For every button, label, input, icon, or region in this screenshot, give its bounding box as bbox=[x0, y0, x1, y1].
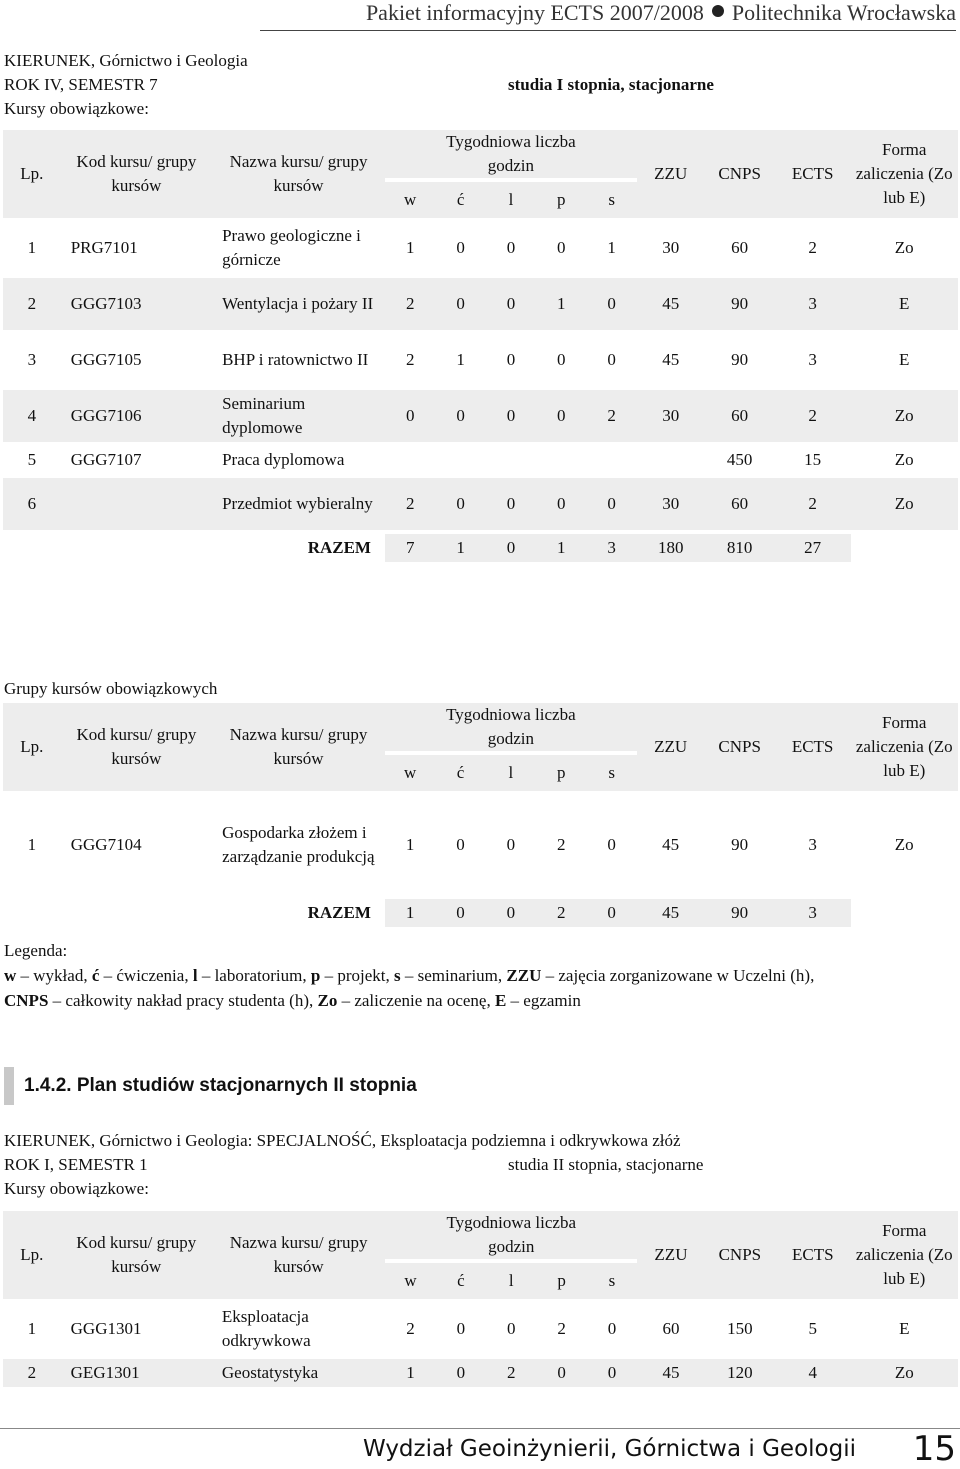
cell-cnps: 450 bbox=[705, 446, 775, 474]
cell-forma: Zo bbox=[851, 478, 959, 530]
cell-ects: 15 bbox=[775, 446, 851, 474]
cell-s: 2 bbox=[586, 390, 636, 442]
legend-desc: – egzamin bbox=[506, 991, 581, 1010]
col-nazwa: Nazwa kursu/ grupy kursów bbox=[212, 130, 385, 218]
cell-nazwa: BHP i ratownictwo II bbox=[212, 334, 385, 386]
razem-label: RAZEM bbox=[3, 899, 385, 927]
cell-lp: 4 bbox=[3, 390, 61, 442]
cell-ects: 3 bbox=[775, 278, 851, 330]
legend-term: Zo bbox=[317, 991, 338, 1010]
legend-desc: – laboratorium, bbox=[197, 966, 311, 985]
cell-p: 0 bbox=[536, 222, 586, 274]
legend-term: CNPS bbox=[4, 991, 49, 1010]
cell-kod: GGG7104 bbox=[61, 795, 212, 895]
cell-ects: 5 bbox=[775, 1303, 851, 1355]
legend-line-2 bbox=[4, 988, 944, 1013]
legend-term: s bbox=[394, 966, 401, 985]
cell-s: 0 bbox=[586, 478, 636, 530]
legend-title: Legenda: bbox=[4, 941, 68, 960]
cell-l bbox=[486, 446, 536, 474]
grupy-title: Grupy kursów obowiązkowych bbox=[4, 679, 218, 698]
cell-p: 2 bbox=[536, 795, 586, 895]
col-s: s bbox=[587, 1263, 637, 1299]
block2-info bbox=[4, 677, 217, 701]
page-footer bbox=[0, 1428, 960, 1468]
col-l: l bbox=[486, 1263, 536, 1299]
col-s: s bbox=[586, 182, 636, 218]
legend-term: E bbox=[494, 991, 507, 1010]
cell-p bbox=[536, 446, 586, 474]
legend-desc: – całkowity nakład pracy studenta (h), bbox=[48, 991, 318, 1010]
legend-term: l bbox=[192, 966, 198, 985]
col-p: p bbox=[536, 182, 586, 218]
legend-desc: – seminarium, bbox=[400, 966, 507, 985]
cell-forma: E bbox=[851, 334, 959, 386]
cell-cnps: 60 bbox=[705, 222, 775, 274]
table-row bbox=[3, 278, 958, 330]
cell-c bbox=[435, 446, 485, 474]
col-kod: Kod kursu/ grupy kursów bbox=[61, 1211, 212, 1299]
cell-ects: 2 bbox=[775, 222, 851, 274]
razem-zzu: 180 bbox=[637, 534, 705, 562]
block3-info bbox=[4, 1129, 704, 1201]
cell-s: 0 bbox=[587, 1359, 637, 1387]
cell-lp: 1 bbox=[3, 222, 61, 274]
cell-lp: 2 bbox=[3, 278, 61, 330]
cell-w bbox=[385, 446, 435, 474]
col-forma: Forma zaliczenia (Zo lub E) bbox=[851, 130, 959, 218]
cell-zzu: 60 bbox=[637, 1303, 705, 1355]
col-ects: ECTS bbox=[775, 1211, 851, 1299]
cell-ects: 2 bbox=[775, 390, 851, 442]
cell-w: 2 bbox=[385, 1303, 435, 1355]
cell-lp: 6 bbox=[3, 478, 61, 530]
cell-forma: Zo bbox=[851, 1359, 958, 1387]
cell-nazwa: Praca dyplomowa bbox=[212, 446, 385, 474]
table-row bbox=[3, 390, 958, 442]
cell-p: 0 bbox=[536, 478, 586, 530]
cell-cnps: 150 bbox=[705, 1303, 775, 1355]
col-tygodniowa: Tygodniowa liczba godzin bbox=[385, 703, 637, 751]
cell-c: 0 bbox=[436, 1359, 486, 1387]
cell-forma: Zo bbox=[851, 222, 959, 274]
cell-w: 0 bbox=[385, 390, 435, 442]
legend-desc: – projekt, bbox=[320, 966, 394, 985]
cell-lp: 1 bbox=[3, 1303, 61, 1355]
razem-empty bbox=[851, 899, 959, 927]
cell-cnps: 90 bbox=[705, 334, 775, 386]
col-cnps: CNPS bbox=[705, 1211, 775, 1299]
cell-ects: 3 bbox=[775, 795, 851, 895]
cell-forma: E bbox=[851, 278, 959, 330]
col-l: l bbox=[486, 755, 536, 791]
cell-p: 1 bbox=[536, 278, 586, 330]
cell-nazwa: Przedmiot wybieralny bbox=[212, 478, 385, 530]
legend-desc: – zajęcia zorganizowane w Uczelni (h), bbox=[541, 966, 815, 985]
cell-zzu: 45 bbox=[637, 334, 705, 386]
cell-cnps: 60 bbox=[705, 390, 775, 442]
razem-cnps: 810 bbox=[705, 534, 775, 562]
kursy-label-2: Kursy obowiązkowe: bbox=[4, 1179, 149, 1198]
razem-l: 0 bbox=[486, 899, 536, 927]
col-ects: ECTS bbox=[775, 703, 851, 791]
legend-term: ć bbox=[91, 966, 100, 985]
cell-lp: 2 bbox=[3, 1359, 61, 1387]
razem-w: 7 bbox=[385, 534, 435, 562]
cell-zzu: 30 bbox=[637, 222, 705, 274]
col-w: w bbox=[385, 1263, 435, 1299]
legend-term: p bbox=[310, 966, 321, 985]
razem-s: 3 bbox=[586, 534, 636, 562]
legend-desc: – ćwiczenia, bbox=[99, 966, 193, 985]
col-w: w bbox=[385, 182, 435, 218]
cell-s bbox=[586, 446, 636, 474]
razem-ects: 3 bbox=[775, 899, 851, 927]
col-kod: Kod kursu/ grupy kursów bbox=[61, 703, 212, 791]
cell-kod: GGG7103 bbox=[61, 278, 212, 330]
rok-semestr-2: ROK I, SEMESTR 1 studia II stopnia, stacjonarne bbox=[4, 1153, 681, 1177]
col-p: p bbox=[536, 755, 586, 791]
bullet-icon bbox=[712, 5, 724, 17]
cell-l: 0 bbox=[486, 1303, 536, 1355]
cell-cnps: 90 bbox=[705, 795, 775, 895]
cell-w: 1 bbox=[385, 795, 435, 895]
cell-c: 0 bbox=[435, 390, 485, 442]
table-row bbox=[3, 1303, 958, 1355]
section-bar bbox=[4, 1067, 14, 1105]
col-kod: Kod kursu/ grupy kursów bbox=[61, 130, 212, 218]
rok-semestr: ROK IV, SEMESTR 7 studia I stopnia, stacjonarne bbox=[4, 73, 248, 97]
cell-l: 0 bbox=[486, 222, 536, 274]
table-row bbox=[3, 446, 958, 474]
col-lp: Lp. bbox=[3, 130, 61, 218]
cell-nazwa: Gospodarka złożem i zarządzanie produkcją bbox=[212, 795, 385, 895]
cell-kod bbox=[61, 478, 212, 530]
col-cnps: CNPS bbox=[705, 703, 775, 791]
cell-c: 1 bbox=[435, 334, 485, 386]
cell-p: 0 bbox=[536, 1359, 586, 1387]
cell-p: 0 bbox=[536, 334, 586, 386]
cell-w: 2 bbox=[385, 334, 435, 386]
cell-kod: GEG1301 bbox=[61, 1359, 212, 1387]
cell-w: 2 bbox=[385, 478, 435, 530]
section-heading bbox=[4, 1067, 417, 1105]
kierunek-2: KIERUNEK, Górnictwo i Geologia: SPECJALNOŚĆ, Eksploatacja podziemna i odkrywkowa złóż bbox=[4, 1131, 681, 1150]
cell-p: 2 bbox=[536, 1303, 586, 1355]
table-row bbox=[3, 334, 958, 386]
cell-forma: Zo bbox=[851, 390, 959, 442]
col-c: ć bbox=[435, 755, 485, 791]
cell-w: 1 bbox=[385, 1359, 435, 1387]
cell-zzu: 45 bbox=[637, 278, 705, 330]
cell-c: 0 bbox=[436, 1303, 486, 1355]
table-row bbox=[3, 1359, 958, 1387]
legend bbox=[4, 938, 944, 1013]
cell-zzu: 45 bbox=[637, 1359, 705, 1387]
col-lp: Lp. bbox=[3, 1211, 61, 1299]
cell-forma: E bbox=[851, 1303, 958, 1355]
cell-w: 1 bbox=[385, 222, 435, 274]
cell-s: 0 bbox=[586, 278, 636, 330]
col-c: ć bbox=[436, 1263, 486, 1299]
section-title: 1.4.2. Plan studiów stacjonarnych II stopnia bbox=[24, 1075, 417, 1096]
razem-label: RAZEM bbox=[3, 534, 385, 562]
razem-cnps: 90 bbox=[705, 899, 775, 927]
col-c: ć bbox=[435, 182, 485, 218]
razem-p: 2 bbox=[536, 899, 586, 927]
kursy-label: Kursy obowiązkowe: bbox=[4, 99, 149, 118]
faculty-name: Wydział Geoinżynierii, Górnictwa i Geologii bbox=[362, 1436, 856, 1462]
col-nazwa: Nazwa kursu/ grupy kursów bbox=[212, 703, 385, 791]
studia-type: studia I stopnia, stacjonarne bbox=[508, 75, 714, 94]
razem-row bbox=[3, 534, 958, 562]
page-number: 15 bbox=[912, 1429, 956, 1469]
cell-nazwa: Wentylacja i pożary II bbox=[212, 278, 385, 330]
cell-s: 0 bbox=[586, 334, 636, 386]
cell-l: 0 bbox=[486, 795, 536, 895]
courses-table-1 bbox=[3, 126, 958, 566]
cell-lp: 1 bbox=[3, 795, 61, 895]
table-row bbox=[3, 795, 958, 895]
cell-c: 0 bbox=[435, 278, 485, 330]
cell-forma: Zo bbox=[851, 446, 959, 474]
cell-s: 0 bbox=[587, 1303, 637, 1355]
razem-zzu: 45 bbox=[637, 899, 705, 927]
col-tygodniowa: Tygodniowa liczba godzin bbox=[385, 130, 637, 178]
cell-c: 0 bbox=[435, 795, 485, 895]
cell-c: 0 bbox=[435, 478, 485, 530]
cell-l: 0 bbox=[486, 278, 536, 330]
cell-kod: GGG1301 bbox=[61, 1303, 212, 1355]
col-forma: Forma zaliczenia (Zo lub E) bbox=[851, 1211, 958, 1299]
cell-l: 2 bbox=[486, 1359, 536, 1387]
cell-kod: GGG7107 bbox=[61, 446, 212, 474]
cell-zzu: 30 bbox=[637, 478, 705, 530]
col-s: s bbox=[586, 755, 636, 791]
cell-l: 0 bbox=[486, 390, 536, 442]
courses-table-3 bbox=[3, 1207, 958, 1391]
header-right: Politechnika Wrocławska bbox=[731, 0, 956, 25]
col-lp: Lp. bbox=[3, 703, 61, 791]
cell-c: 0 bbox=[435, 222, 485, 274]
razem-s: 0 bbox=[586, 899, 636, 927]
razem-l: 0 bbox=[486, 534, 536, 562]
cell-cnps: 60 bbox=[705, 478, 775, 530]
cell-nazwa: Eksploatacja odkrywkowa bbox=[212, 1303, 385, 1355]
col-tygodniowa: Tygodniowa liczba godzin bbox=[385, 1211, 637, 1259]
col-zzu: ZZU bbox=[637, 1211, 705, 1299]
cell-s: 1 bbox=[586, 222, 636, 274]
courses-table-2 bbox=[3, 699, 958, 931]
col-ects: ECTS bbox=[775, 130, 851, 218]
col-zzu: ZZU bbox=[637, 130, 705, 218]
col-w: w bbox=[385, 755, 435, 791]
cell-s: 0 bbox=[586, 795, 636, 895]
page-header bbox=[260, 0, 956, 31]
cell-cnps: 90 bbox=[705, 278, 775, 330]
cell-zzu: 30 bbox=[637, 390, 705, 442]
cell-l: 0 bbox=[486, 334, 536, 386]
cell-zzu: 45 bbox=[637, 795, 705, 895]
cell-cnps: 120 bbox=[705, 1359, 775, 1387]
cell-p: 0 bbox=[536, 390, 586, 442]
kierunek: KIERUNEK, Górnictwo i Geologia bbox=[4, 51, 248, 70]
legend-desc: – wykład, bbox=[16, 966, 92, 985]
legend-term: ZZU bbox=[506, 966, 542, 985]
cell-nazwa: Seminarium dyplomowe bbox=[212, 390, 385, 442]
col-cnps: CNPS bbox=[705, 130, 775, 218]
razem-c: 0 bbox=[435, 899, 485, 927]
cell-ects: 4 bbox=[775, 1359, 851, 1387]
razem-p: 1 bbox=[536, 534, 586, 562]
block1-info bbox=[4, 49, 714, 121]
cell-lp: 5 bbox=[3, 446, 61, 474]
cell-kod: PRG7101 bbox=[61, 222, 212, 274]
cell-ects: 3 bbox=[775, 334, 851, 386]
cell-forma: Zo bbox=[851, 795, 959, 895]
razem-row bbox=[3, 899, 958, 927]
legend-line-1 bbox=[4, 963, 944, 988]
header-left: Pakiet informacyjny ECTS 2007/2008 bbox=[365, 0, 704, 25]
col-l: l bbox=[486, 182, 536, 218]
col-forma: Forma zaliczenia (Zo lub E) bbox=[851, 703, 959, 791]
cell-nazwa: Geostatystyka bbox=[212, 1359, 385, 1387]
razem-empty bbox=[851, 534, 959, 562]
col-p: p bbox=[536, 1263, 586, 1299]
cell-zzu bbox=[637, 446, 705, 474]
razem-w: 1 bbox=[385, 899, 435, 927]
col-nazwa: Nazwa kursu/ grupy kursów bbox=[212, 1211, 385, 1299]
cell-kod: GGG7105 bbox=[61, 334, 212, 386]
studia-type-2: studia II stopnia, stacjonarne bbox=[508, 1155, 704, 1174]
table-row bbox=[3, 478, 958, 530]
table-row bbox=[3, 222, 958, 274]
cell-ects: 2 bbox=[775, 478, 851, 530]
cell-nazwa: Prawo geologiczne i górnicze bbox=[212, 222, 385, 274]
cell-kod: GGG7106 bbox=[61, 390, 212, 442]
legend-term: w bbox=[4, 966, 17, 985]
cell-w: 2 bbox=[385, 278, 435, 330]
razem-c: 1 bbox=[435, 534, 485, 562]
razem-ects: 27 bbox=[775, 534, 851, 562]
cell-l: 0 bbox=[486, 478, 536, 530]
legend-desc: – zaliczenie na ocenę, bbox=[337, 991, 495, 1010]
col-zzu: ZZU bbox=[637, 703, 705, 791]
cell-lp: 3 bbox=[3, 334, 61, 386]
